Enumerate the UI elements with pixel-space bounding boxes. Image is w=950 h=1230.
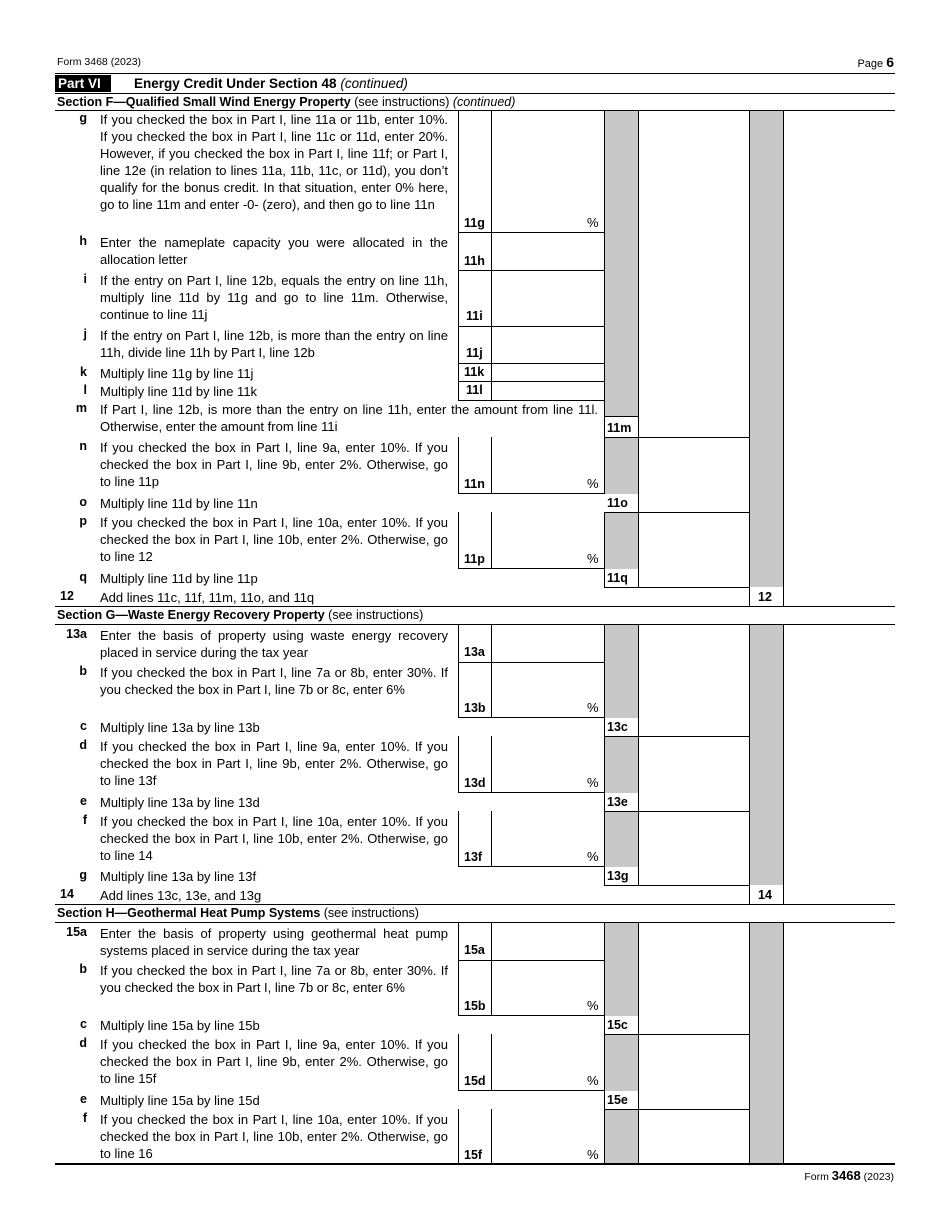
- part-title: Energy Credit Under Section 48 (continued): [134, 76, 408, 91]
- input-15a[interactable]: [491, 923, 603, 960]
- top-rule: [55, 73, 895, 74]
- input-11n[interactable]: [491, 438, 603, 493]
- line-11g: g If you checked the box in Part I, line 11a or 11b, enter 10%. If you checked the box in Part I, line 11c or 11d, enter 20%. However, if you checked the box in Part I, line 11f; or Part I, line 12e (in relation to lines 11a, 11b, 11c, or 11d), you don’t qualify for the bonus credit. In that situation, enter 0% here, go to line 11m and enter -0- (zero), and then go to line 11n: [79, 111, 448, 212]
- input-15e[interactable]: [639, 1091, 748, 1108]
- input-13e[interactable]: [639, 793, 748, 810]
- input-11l[interactable]: [491, 382, 603, 400]
- form-header-label: Form 3468 (2023): [57, 56, 142, 68]
- input-11p[interactable]: [491, 513, 603, 568]
- input-15b[interactable]: [491, 961, 603, 1015]
- input-13d[interactable]: [491, 737, 603, 792]
- input-11j[interactable]: [491, 327, 603, 363]
- input-11k[interactable]: [491, 364, 603, 381]
- section-f-header: Section F—Qualified Small Wind Energy Property (see instructions) (continued): [57, 95, 516, 109]
- input-11o[interactable]: [639, 494, 748, 511]
- input-13a[interactable]: [491, 625, 603, 662]
- footer-form-label: Form 3468 (2023): [804, 1168, 894, 1183]
- input-11g[interactable]: [491, 111, 603, 232]
- input-14[interactable]: [784, 886, 894, 903]
- part-badge: Part VI: [55, 75, 111, 92]
- input-11m[interactable]: [639, 417, 748, 436]
- section-g-header: Section G—Waste Energy Recovery Property (see instructions): [57, 608, 424, 622]
- input-13b[interactable]: [491, 663, 603, 717]
- input-11q[interactable]: [639, 569, 748, 586]
- page-number: Page 6: [857, 54, 894, 70]
- section-h-header: Section H—Geothermal Heat Pump Systems (see instructions): [57, 906, 419, 920]
- input-15f[interactable]: [491, 1110, 603, 1163]
- input-13g[interactable]: [639, 867, 748, 885]
- input-15c[interactable]: [639, 1016, 748, 1033]
- input-12[interactable]: [784, 588, 894, 605]
- percent-sign: %: [587, 215, 599, 230]
- input-13f[interactable]: [491, 812, 603, 866]
- input-15d[interactable]: [491, 1035, 603, 1090]
- input-11h[interactable]: [491, 233, 603, 270]
- input-13c[interactable]: [639, 718, 748, 735]
- code-11g: 11g: [464, 216, 485, 230]
- input-11i[interactable]: [491, 271, 603, 326]
